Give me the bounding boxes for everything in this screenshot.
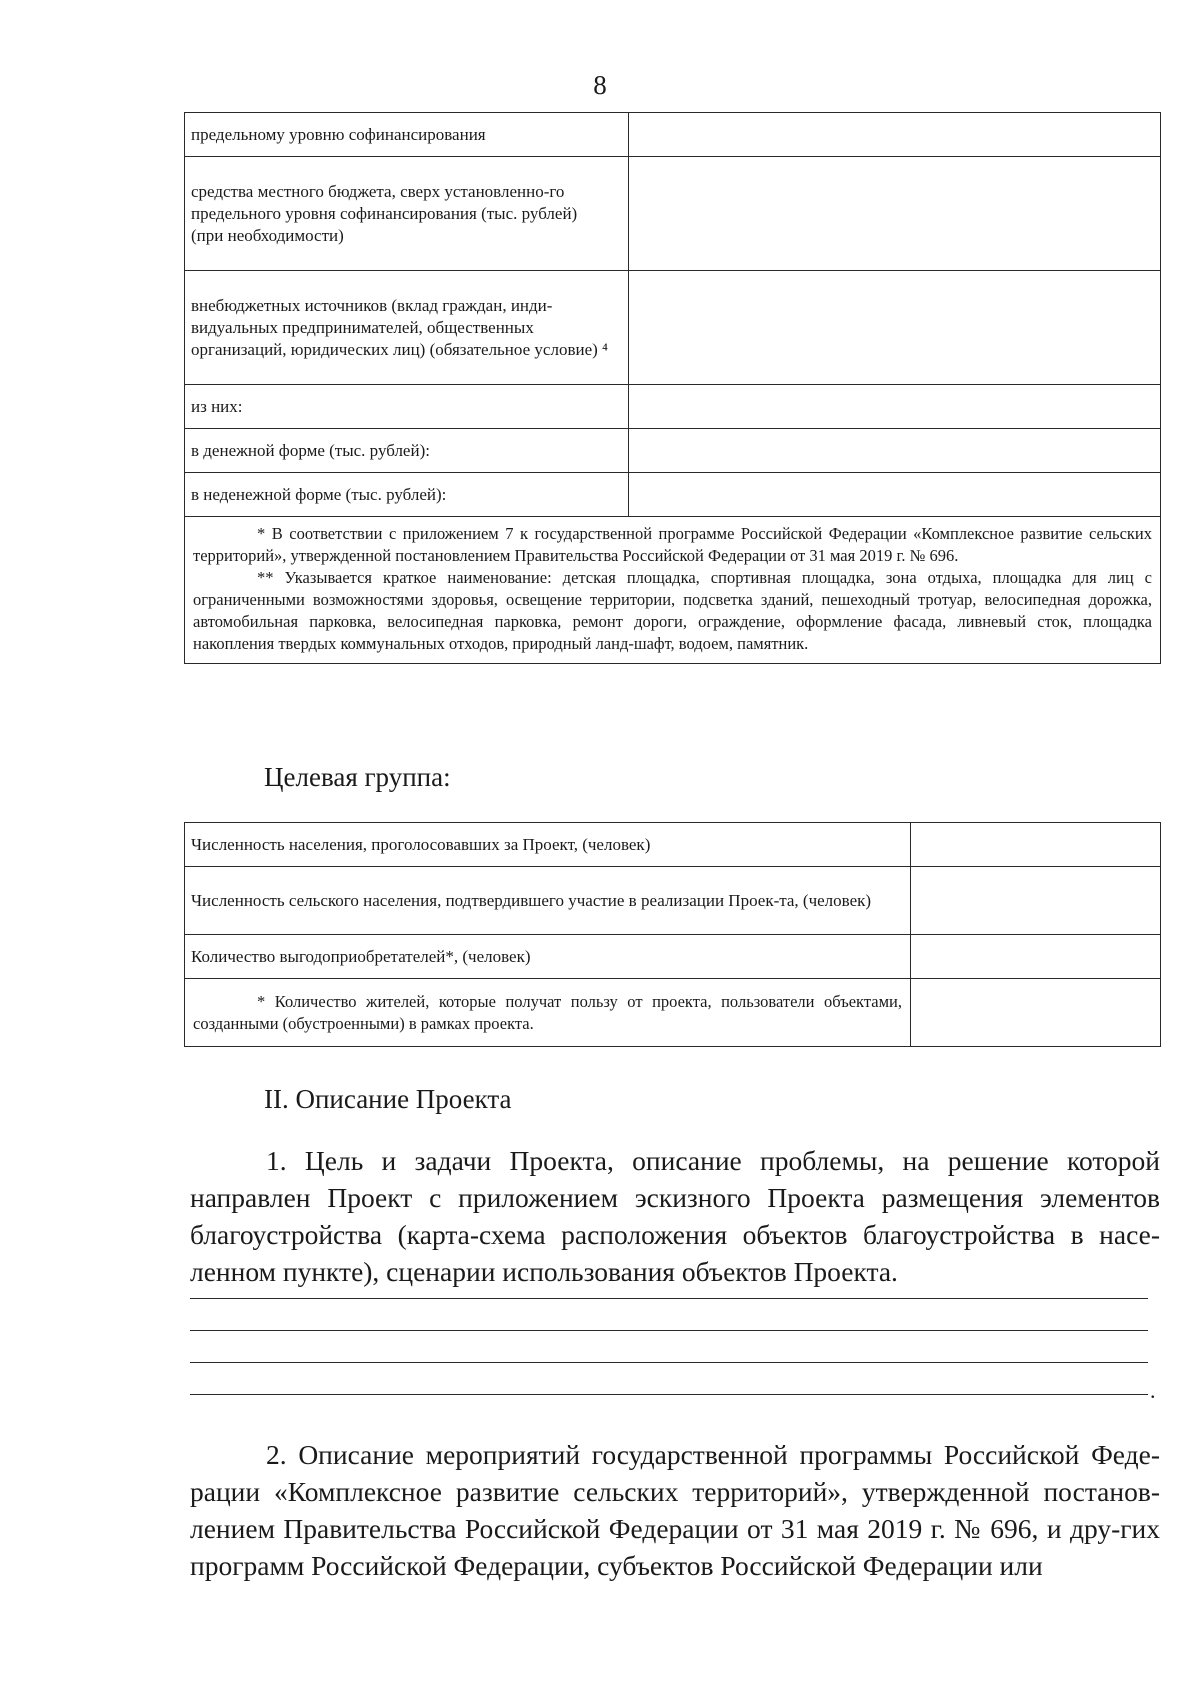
row-label: внебюджетных источников (вклад граждан, инди-видуальных предпринимателей, общественных организаций, юридических лиц) (обязательное условие) ⁴ xyxy=(185,271,629,385)
table-row xyxy=(185,823,1161,867)
row-label: средства местного бюджета, сверх установленно-го предельного уровня софинансирования (тыс. рублей) (при необходимости) xyxy=(185,157,629,271)
value-cell[interactable] xyxy=(629,271,1161,385)
table-row xyxy=(185,429,1161,473)
value-cell[interactable] xyxy=(629,157,1161,271)
footnote: * Количество жителей, которые получат пользу от проекта, пользователи объектами, созданными (обустроенными) в рамках проекта. xyxy=(193,991,902,1033)
table-notes-row xyxy=(185,517,1161,664)
fill-in-line[interactable] xyxy=(190,1298,1148,1299)
value-cell[interactable] xyxy=(629,113,1161,157)
page-number: 8 xyxy=(593,70,607,100)
table-row xyxy=(185,473,1161,517)
value-cell[interactable] xyxy=(629,429,1161,473)
table-row xyxy=(185,867,1161,935)
table-row xyxy=(185,113,1161,157)
footnote-1: * В соответствии с приложением 7 к государственной программе Российской Федерации «Комплексное развитие сельских территорий», утвержденной постановлением Правительства Российской Федерации от 31 мая 2019 г. № 696. xyxy=(193,524,1152,565)
value-cell[interactable] xyxy=(911,867,1161,935)
table-row xyxy=(185,385,1161,429)
value-cell[interactable] xyxy=(911,935,1161,979)
table-row xyxy=(185,935,1161,979)
table-notes xyxy=(185,517,1161,664)
table-row xyxy=(185,979,1161,1047)
row-label: Численность населения, проголосовавших за Проект, (человек) xyxy=(185,823,911,867)
value-cell[interactable] xyxy=(629,385,1161,429)
fill-in-line[interactable] xyxy=(190,1330,1148,1331)
paragraph-2: 2. Описание мероприятий государственной программы Российской Феде-рации «Комплексное развитие сельских территорий», утвержденной постанов-лением Правительства Российской Федерации от 31 мая 2019 г. № 696, и дру-гих программ Российской Федерации, субъектов Российской Федерации или xyxy=(190,1439,1160,1581)
fill-in-line[interactable] xyxy=(190,1362,1148,1363)
target-group-table xyxy=(184,822,1161,1047)
value-cell[interactable] xyxy=(911,823,1161,867)
section-title: II. Описание Проекта xyxy=(264,1084,512,1114)
funding-sources-table xyxy=(184,112,1161,664)
value-cell[interactable] xyxy=(911,979,1161,1047)
target-group-note-cell xyxy=(185,979,911,1047)
row-label: Численность сельского населения, подтвердившего участие в реализации Проек-та, (человек) xyxy=(185,867,911,935)
table-row xyxy=(185,271,1161,385)
row-label: предельному уровню софинансирования xyxy=(185,113,629,157)
row-label: в неденежной форме (тыс. рублей): xyxy=(185,473,629,517)
row-label: в денежной форме (тыс. рублей): xyxy=(185,429,629,473)
table-row xyxy=(185,157,1161,271)
line-end-period: . xyxy=(1150,1378,1156,1403)
row-label: Количество выгодоприобретателей*, (человек) xyxy=(185,935,911,979)
value-cell[interactable] xyxy=(629,473,1161,517)
fill-in-line[interactable] xyxy=(190,1394,1148,1395)
target-group-title: Целевая группа: xyxy=(264,762,451,792)
paragraph-1: 1. Цель и задачи Проекта, описание проблемы, на решение которой направлен Проект с приложением эскизного Проекта размещения элементов благоустройства (карта-схема расположения объектов благоустройства в насе-ленном пункте), сценарии использования объектов Проекта. xyxy=(190,1145,1160,1287)
footnote-2: ** Указывается краткое наименование: детская площадка, спортивная площадка, зона отдыха, площадка для лиц с ограниченными возможностями здоровья, освещение территории, подсветка зданий, пешеходный тротуар, велосипедная дорожка, автомобильная парковка, велосипедная парковка, ремонт дороги, ограждение, оформление фасада, ливневый сток, площадка накопления твердых коммунальных отходов, природный ланд-шафт, водоем, памятник. xyxy=(193,568,1152,653)
row-label: из них: xyxy=(185,385,629,429)
